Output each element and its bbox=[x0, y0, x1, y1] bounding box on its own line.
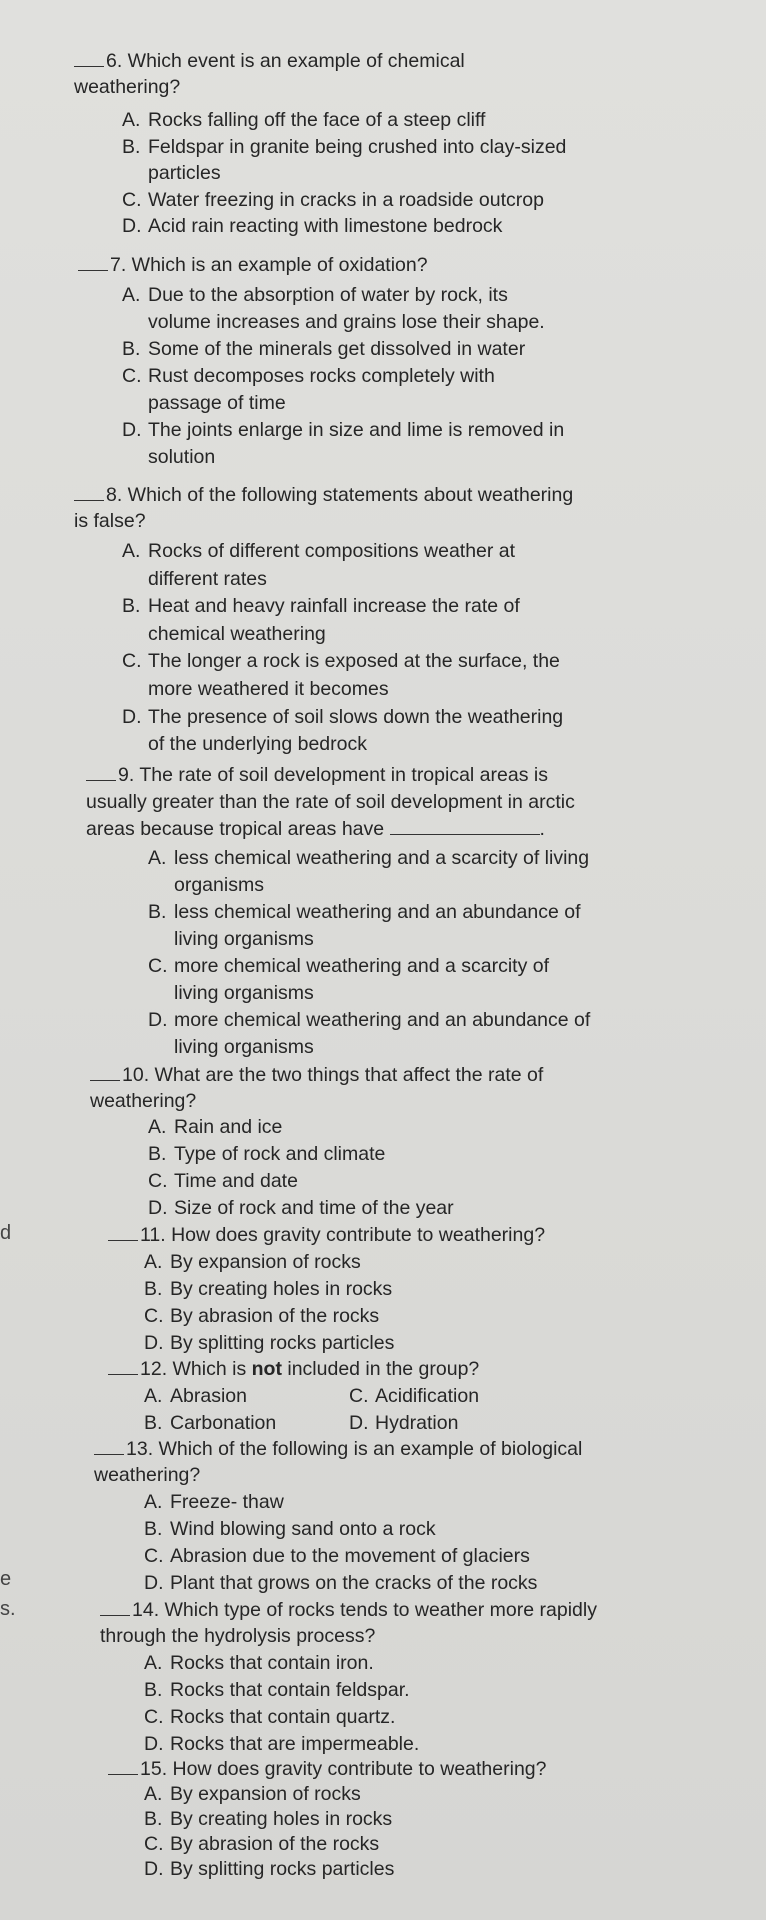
question-12 bbox=[108, 1356, 748, 1382]
question-14 bbox=[100, 1597, 760, 1649]
option-text: Rocks that contain quartz. bbox=[170, 1706, 396, 1728]
option-text: The presence of soil slows down the weathering bbox=[148, 705, 564, 728]
question-text: 7. Which is an example of oxidation? bbox=[110, 254, 428, 276]
option-letter: A. bbox=[122, 540, 141, 562]
option-letter: C. bbox=[144, 1305, 164, 1327]
option-text: of the underlying bedrock bbox=[148, 733, 367, 756]
option-c[interactable] bbox=[144, 1704, 744, 1731]
option-text: By splitting rocks particles bbox=[170, 1332, 395, 1354]
option-letter: A. bbox=[144, 1652, 163, 1674]
option-letter: D. bbox=[144, 1572, 164, 1594]
emphasis-text: not bbox=[251, 1358, 282, 1380]
option-letter: A. bbox=[148, 1116, 167, 1138]
option-a[interactable] bbox=[148, 1114, 748, 1141]
answer-blank[interactable] bbox=[74, 482, 104, 501]
period: . bbox=[539, 818, 545, 840]
margin-mark: e bbox=[0, 1568, 12, 1590]
option-letter: D. bbox=[122, 705, 142, 728]
option-b[interactable] bbox=[148, 1141, 748, 1168]
option-text: Acidification bbox=[375, 1385, 480, 1407]
option-text: more chemical weathering and an abundance of bbox=[174, 1009, 591, 1031]
question-text: weathering? bbox=[94, 1464, 201, 1486]
option-letter: C. bbox=[144, 1706, 164, 1728]
option-text: By expansion of rocks bbox=[170, 1783, 361, 1805]
option-c[interactable] bbox=[144, 1832, 744, 1857]
option-letter: C. bbox=[144, 1545, 164, 1567]
options-8 bbox=[122, 538, 742, 759]
option-letter: C. bbox=[122, 650, 142, 673]
option-text: less chemical weathering and a scarcity of living bbox=[174, 847, 590, 869]
option-letter: D. bbox=[144, 1733, 164, 1755]
option-letter: C. bbox=[349, 1385, 369, 1407]
option-a[interactable] bbox=[144, 1489, 744, 1516]
question-text: 14. Which type of rocks tends to weather more rapidly bbox=[132, 1599, 597, 1621]
question-text: 10. What are the two things that affect the rate of bbox=[122, 1064, 544, 1086]
question-text: through the hydrolysis process? bbox=[100, 1625, 376, 1647]
question-9 bbox=[86, 762, 756, 843]
options-10 bbox=[148, 1114, 748, 1222]
answer-blank[interactable] bbox=[108, 1222, 138, 1241]
option-d[interactable] bbox=[148, 1007, 748, 1061]
options-12 bbox=[144, 1383, 744, 1437]
question-text: weathering? bbox=[90, 1090, 197, 1112]
option-c[interactable] bbox=[144, 1303, 744, 1330]
question-text: weathering? bbox=[74, 76, 181, 98]
option-text: solution bbox=[148, 446, 216, 468]
option-c[interactable] bbox=[122, 648, 742, 703]
option-text: By expansion of rocks bbox=[170, 1251, 361, 1273]
option-d[interactable] bbox=[144, 1570, 744, 1597]
option-a[interactable] bbox=[122, 282, 742, 336]
option-letter: D. bbox=[144, 1858, 164, 1880]
options-14 bbox=[144, 1650, 744, 1758]
option-text: living organisms bbox=[174, 1036, 314, 1058]
option-letter: D. bbox=[144, 1332, 164, 1354]
option-c[interactable] bbox=[122, 187, 742, 214]
question-text: included in the group? bbox=[281, 1358, 480, 1380]
option-letter: B. bbox=[144, 1808, 163, 1830]
option-letter: D. bbox=[122, 215, 142, 237]
option-b[interactable] bbox=[122, 593, 742, 648]
option-a[interactable] bbox=[144, 1383, 349, 1410]
option-text: Feldspar in granite being crushed into clay-sized bbox=[148, 135, 567, 158]
option-d[interactable] bbox=[144, 1330, 744, 1357]
option-b[interactable] bbox=[122, 134, 742, 187]
option-d[interactable] bbox=[349, 1410, 458, 1437]
question-15 bbox=[108, 1756, 748, 1782]
option-text: Acid rain reacting with limestone bedrock bbox=[148, 215, 503, 237]
option-letter: D. bbox=[148, 1009, 168, 1031]
option-d[interactable] bbox=[148, 1195, 748, 1222]
option-c[interactable] bbox=[122, 363, 742, 417]
option-b[interactable] bbox=[144, 1807, 744, 1832]
option-text: Heat and heavy rainfall increase the rate of bbox=[148, 595, 520, 618]
option-letter: A. bbox=[148, 847, 167, 869]
option-letter: A. bbox=[144, 1491, 163, 1513]
answer-blank[interactable] bbox=[78, 252, 108, 271]
option-letter: C. bbox=[122, 188, 142, 211]
answer-blank[interactable] bbox=[94, 1436, 124, 1455]
option-text: Freeze- thaw bbox=[170, 1491, 284, 1513]
question-text: 6. Which event is an example of chemical bbox=[106, 50, 465, 72]
option-text: Carbonation bbox=[170, 1412, 277, 1434]
question-7 bbox=[78, 252, 738, 278]
question-text: is false? bbox=[74, 510, 146, 532]
option-letter: B. bbox=[144, 1679, 163, 1701]
option-text: living organisms bbox=[174, 982, 314, 1004]
answer-blank[interactable] bbox=[86, 762, 116, 781]
answer-blank[interactable] bbox=[108, 1756, 138, 1775]
option-d[interactable] bbox=[122, 417, 742, 471]
option-text: By creating holes in rocks bbox=[170, 1808, 393, 1830]
question-text: 13. Which of the following is an example of biological bbox=[126, 1438, 583, 1460]
option-text: Size of rock and time of the year bbox=[174, 1197, 454, 1219]
question-text: 12. Which is bbox=[140, 1358, 252, 1380]
question-text: 15. How does gravity contribute to weathering? bbox=[140, 1758, 547, 1780]
option-text: Type of rock and climate bbox=[174, 1143, 386, 1165]
option-text: Time and date bbox=[174, 1170, 298, 1192]
question-text: usually greater than the rate of soil development in arctic bbox=[86, 791, 575, 813]
option-text: Due to the absorption of water by rock, its bbox=[148, 284, 508, 306]
options-11 bbox=[144, 1249, 744, 1357]
question-text: areas because tropical areas have bbox=[86, 818, 385, 840]
option-text: Rain and ice bbox=[174, 1116, 283, 1138]
option-a[interactable] bbox=[144, 1782, 744, 1807]
option-text: By splitting rocks particles bbox=[170, 1858, 395, 1880]
option-text: Some of the minerals get dissolved in water bbox=[148, 338, 526, 360]
option-a[interactable] bbox=[144, 1249, 744, 1276]
option-text: passage of time bbox=[148, 392, 286, 414]
option-text: chemical weathering bbox=[148, 622, 326, 645]
option-letter: B. bbox=[144, 1518, 163, 1540]
question-11 bbox=[108, 1222, 748, 1248]
answer-blank[interactable] bbox=[90, 1062, 120, 1081]
option-letter: B. bbox=[144, 1278, 163, 1300]
options-9 bbox=[148, 845, 748, 1061]
option-text: more chemical weathering and a scarcity of bbox=[174, 955, 550, 977]
option-text: Wind blowing sand onto a rock bbox=[170, 1518, 436, 1540]
option-b[interactable] bbox=[122, 336, 742, 363]
question-text: 11. How does gravity contribute to weathering? bbox=[140, 1224, 546, 1246]
option-text: different rates bbox=[148, 567, 267, 590]
question-text: 8. Which of the following statements about weathering bbox=[106, 484, 574, 506]
question-6 bbox=[74, 48, 734, 100]
option-letter: B. bbox=[144, 1412, 163, 1434]
option-d[interactable] bbox=[122, 213, 742, 240]
option-b[interactable] bbox=[148, 899, 748, 953]
options-6 bbox=[122, 107, 742, 240]
option-letter: B. bbox=[148, 901, 167, 923]
option-letter: C. bbox=[122, 365, 142, 387]
option-text: organisms bbox=[174, 874, 264, 896]
margin-mark: d bbox=[0, 1222, 12, 1244]
option-text: Abrasion due to the movement of glaciers bbox=[170, 1545, 530, 1567]
option-d[interactable] bbox=[144, 1731, 744, 1758]
option-text: Water freezing in cracks in a roadside outcrop bbox=[148, 188, 544, 211]
option-letter: A. bbox=[144, 1385, 163, 1407]
answer-blank[interactable] bbox=[74, 48, 104, 67]
option-text: less chemical weathering and an abundance of bbox=[174, 901, 581, 923]
option-letter: B. bbox=[122, 338, 141, 360]
option-text: Rust decomposes rocks completely with bbox=[148, 365, 495, 387]
options-7 bbox=[122, 282, 742, 471]
option-text: By abrasion of the rocks bbox=[170, 1833, 380, 1855]
option-text: The joints enlarge in size and lime is removed in bbox=[148, 419, 565, 441]
option-text: living organisms bbox=[174, 928, 314, 950]
option-text: By abrasion of the rocks bbox=[170, 1305, 380, 1327]
option-letter: D. bbox=[349, 1412, 369, 1434]
option-letter: D. bbox=[148, 1197, 168, 1219]
option-c[interactable] bbox=[144, 1543, 744, 1570]
option-letter: A. bbox=[144, 1251, 163, 1273]
option-b[interactable] bbox=[144, 1410, 349, 1437]
option-letter: B. bbox=[148, 1143, 167, 1165]
options-15 bbox=[144, 1782, 744, 1882]
option-letter: A. bbox=[122, 109, 141, 131]
fill-in-blank[interactable] bbox=[390, 816, 540, 835]
option-b[interactable] bbox=[144, 1677, 744, 1704]
option-text: more weathered it becomes bbox=[148, 677, 389, 700]
option-c[interactable] bbox=[148, 1168, 748, 1195]
option-text: Plant that grows on the cracks of the rocks bbox=[170, 1572, 538, 1594]
option-d[interactable] bbox=[122, 704, 742, 759]
option-a[interactable] bbox=[148, 845, 748, 899]
option-letter: A. bbox=[144, 1783, 163, 1805]
option-letter: C. bbox=[148, 955, 168, 977]
option-text: Rocks that contain iron. bbox=[170, 1652, 374, 1674]
option-letter: D. bbox=[122, 419, 142, 441]
margin-mark: s. bbox=[0, 1598, 16, 1620]
option-b[interactable] bbox=[144, 1276, 744, 1303]
answer-blank[interactable] bbox=[100, 1597, 130, 1616]
option-text: Rocks falling off the face of a steep cliff bbox=[148, 109, 486, 131]
option-letter: A. bbox=[122, 284, 141, 306]
option-b[interactable] bbox=[144, 1516, 744, 1543]
option-letter: C. bbox=[148, 1170, 168, 1192]
option-letter: C. bbox=[144, 1833, 164, 1855]
option-d[interactable] bbox=[144, 1857, 744, 1882]
option-text: particles bbox=[148, 162, 221, 184]
option-text: volume increases and grains lose their shape. bbox=[148, 311, 545, 333]
option-a[interactable] bbox=[122, 107, 742, 134]
question-10 bbox=[90, 1062, 750, 1114]
question-text: 9. The rate of soil development in tropical areas is bbox=[118, 764, 548, 786]
option-text: The longer a rock is exposed at the surface, the bbox=[148, 650, 560, 673]
option-a[interactable] bbox=[122, 538, 742, 593]
option-text: Hydration bbox=[375, 1412, 459, 1434]
option-c[interactable] bbox=[349, 1383, 479, 1410]
option-letter: B. bbox=[122, 595, 141, 618]
answer-blank[interactable] bbox=[108, 1356, 138, 1375]
option-letter: B. bbox=[122, 135, 141, 158]
option-text: Rocks of different compositions weather at bbox=[148, 540, 516, 562]
question-8 bbox=[74, 482, 744, 534]
option-c[interactable] bbox=[148, 953, 748, 1007]
option-text: Rocks that contain feldspar. bbox=[170, 1679, 410, 1701]
option-text: By creating holes in rocks bbox=[170, 1278, 393, 1300]
question-13 bbox=[94, 1436, 754, 1488]
option-text: Rocks that are impermeable. bbox=[170, 1733, 420, 1755]
option-text: Abrasion bbox=[170, 1385, 247, 1407]
options-13 bbox=[144, 1489, 744, 1597]
option-a[interactable] bbox=[144, 1650, 744, 1677]
